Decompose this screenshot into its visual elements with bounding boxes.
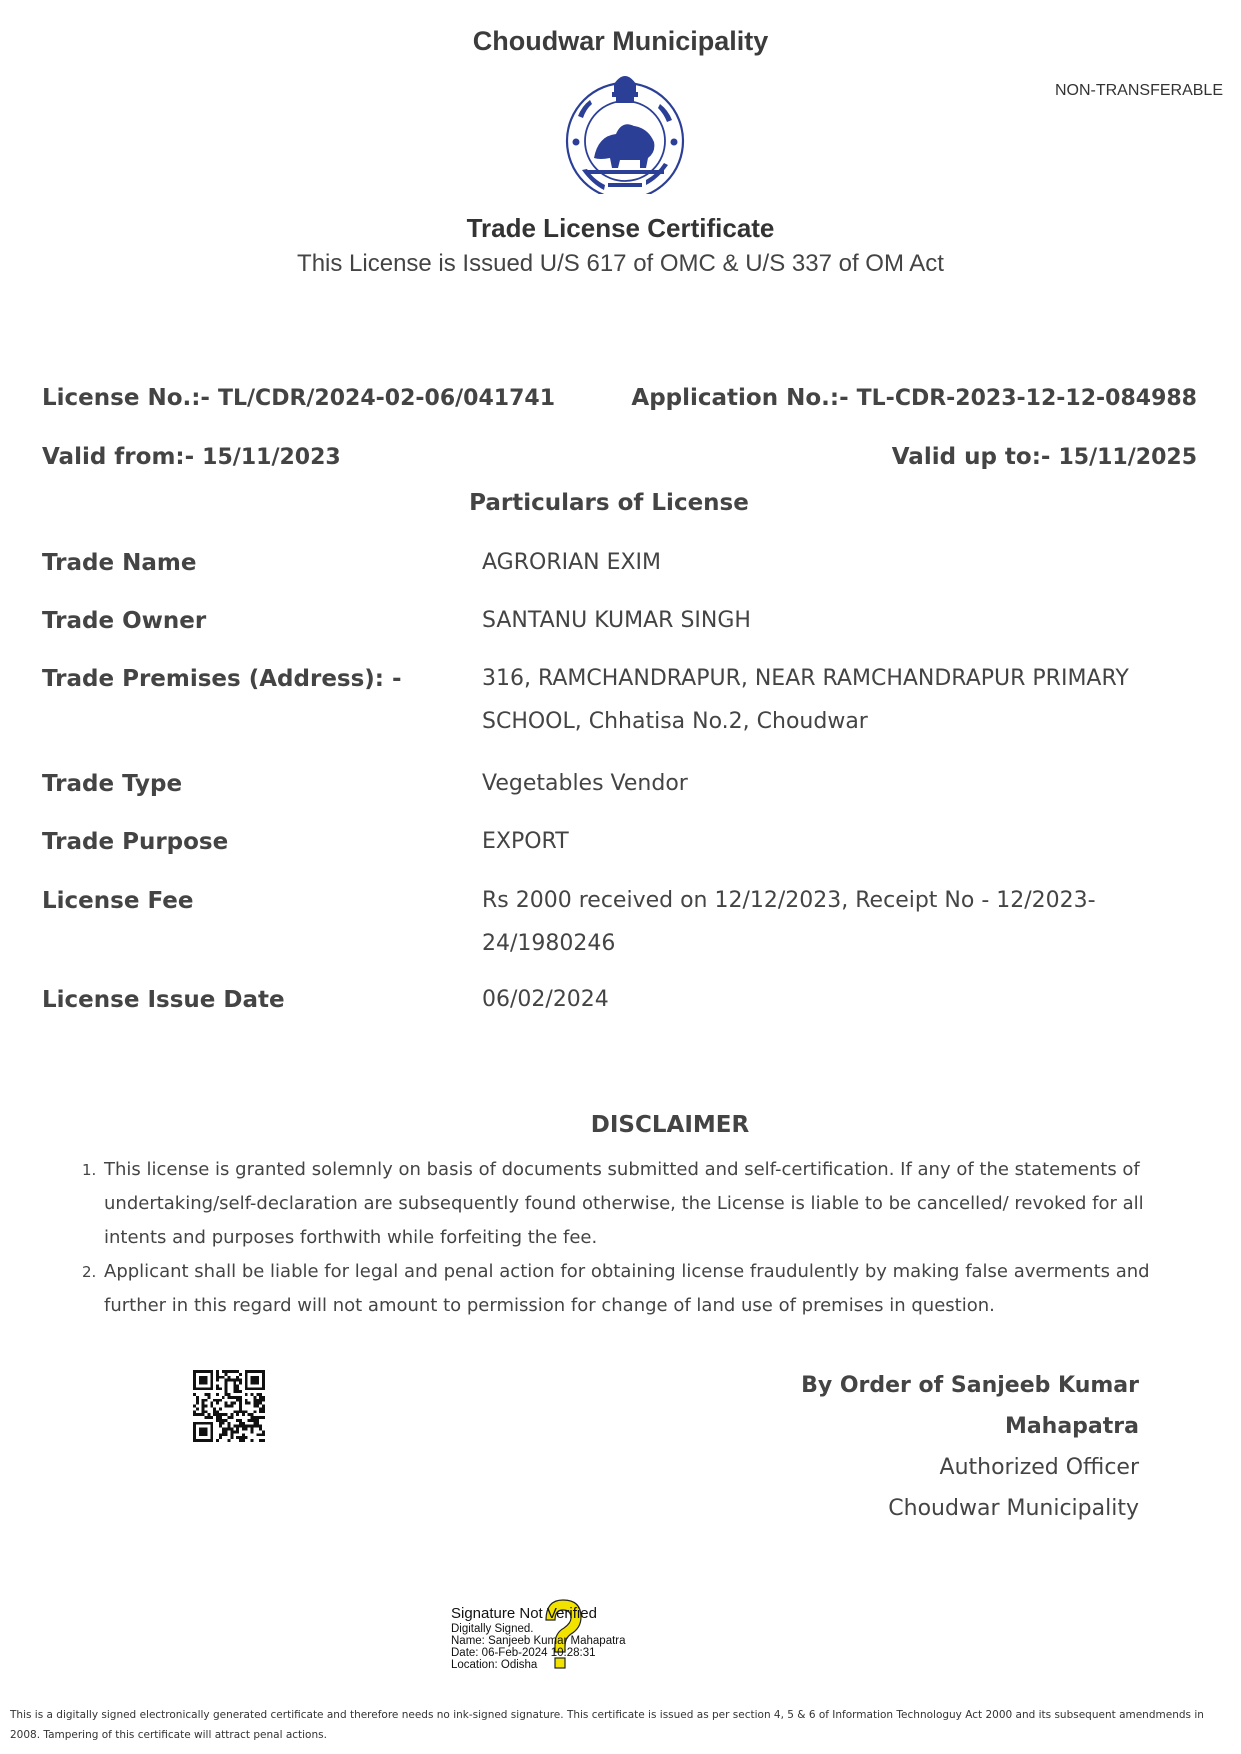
- non-transferable-label: NON-TRANSFERABLE: [1054, 82, 1223, 99]
- signature-status: Signature Not Verified: [451, 1605, 597, 1622]
- row-label-trade-type: Trade Type: [42, 771, 183, 797]
- row-value-license-fee: Rs 2000 received on 12/12/2023, Receipt No - 12/2023-24/1980246: [482, 888, 1096, 956]
- row-label-license-fee: License Fee: [42, 888, 194, 914]
- row-label-trade-premises: Trade Premises (Address): -: [42, 666, 402, 692]
- order-line-2: Mahapatra: [1004, 1414, 1139, 1439]
- odisha-state-emblem-icon: [564, 66, 686, 194]
- disclaimer-title: DISCLAIMER: [590, 1112, 750, 1138]
- certificate-subtitle: This License is Issued U/S 617 of OMC & U/S 337 of OM Act: [297, 250, 944, 277]
- signature-line: Digitally Signed.: [451, 1623, 534, 1635]
- valid-up-to: Valid up to:- 15/11/2025: [891, 444, 1197, 470]
- row-label-trade-name: Trade Name: [42, 550, 197, 576]
- qr-code-icon[interactable]: [193, 1370, 265, 1442]
- order-block: [801, 1365, 1139, 1529]
- row-value-trade-type: Vegetables Vendor: [482, 771, 688, 796]
- row-value-trade-name: AGRORIAN EXIM: [482, 550, 662, 575]
- particulars-title: Particulars of License: [469, 490, 749, 516]
- disclaimer-item: 2. Applicant shall be liable for legal and penal action for obtaining license fraudulently by making false averments and further in this regard will not amount to permission for change of land use of premises in question.: [82, 1261, 1150, 1316]
- digital-signature[interactable]: [451, 1605, 626, 1671]
- row-value-trade-purpose: EXPORT: [482, 829, 569, 854]
- disclaimer-item: 1. This license is granted solemnly on basis of documents submitted and self-certification. If any of the statements of undertaking/self-declaration are subsequently found otherwise, the License is liable to be cancelled/ revoked for all intents and purposes forthwith while forfeiting the fee.: [82, 1159, 1144, 1248]
- municipality-name: Choudwar Municipality: [472, 26, 769, 56]
- footer-note: This is a digitally signed electronically generated certificate and therefore needs no ink-signed signature. This certificate is issued as per section 4, 5 & 6 of Information Technologuy Act 2000 and its subsequent amendmends in 2008. Tampering of this certificate will attract penal actions.: [10, 1709, 1204, 1741]
- signature-location: Location: Odisha: [451, 1659, 538, 1671]
- certificate-title: Trade License Certificate: [466, 213, 775, 243]
- row-value-trade-premises: 316, RAMCHANDRAPUR, NEAR RAMCHANDRAPUR PRIMARY SCHOOL, Chhatisa No.2, Choudwar: [482, 666, 1129, 734]
- license-number: License No.:- TL/CDR/2024-02-06/041741: [42, 385, 556, 411]
- signature-date: Date: 06-Feb-2024 10:28:31: [451, 1647, 596, 1659]
- order-municipality: Choudwar Municipality: [888, 1496, 1139, 1521]
- application-number: Application No.:- TL-CDR-2023-12-12-084988: [631, 385, 1197, 411]
- row-label-trade-purpose: Trade Purpose: [42, 829, 229, 855]
- row-value-trade-owner: SANTANU KUMAR SINGH: [482, 608, 751, 633]
- row-value-issue-date: 06/02/2024: [482, 987, 609, 1012]
- disclaimer-list: [82, 1153, 1164, 1323]
- signature-name: Name: Sanjeeb Kumar Mahapatra: [451, 1635, 626, 1647]
- row-label-trade-owner: Trade Owner: [42, 608, 207, 634]
- order-line-1: By Order of Sanjeeb Kumar: [801, 1373, 1139, 1398]
- valid-from: Valid from:- 15/11/2023: [42, 444, 341, 470]
- authorized-officer: Authorized Officer: [939, 1455, 1139, 1480]
- row-label-issue-date: License Issue Date: [42, 987, 285, 1013]
